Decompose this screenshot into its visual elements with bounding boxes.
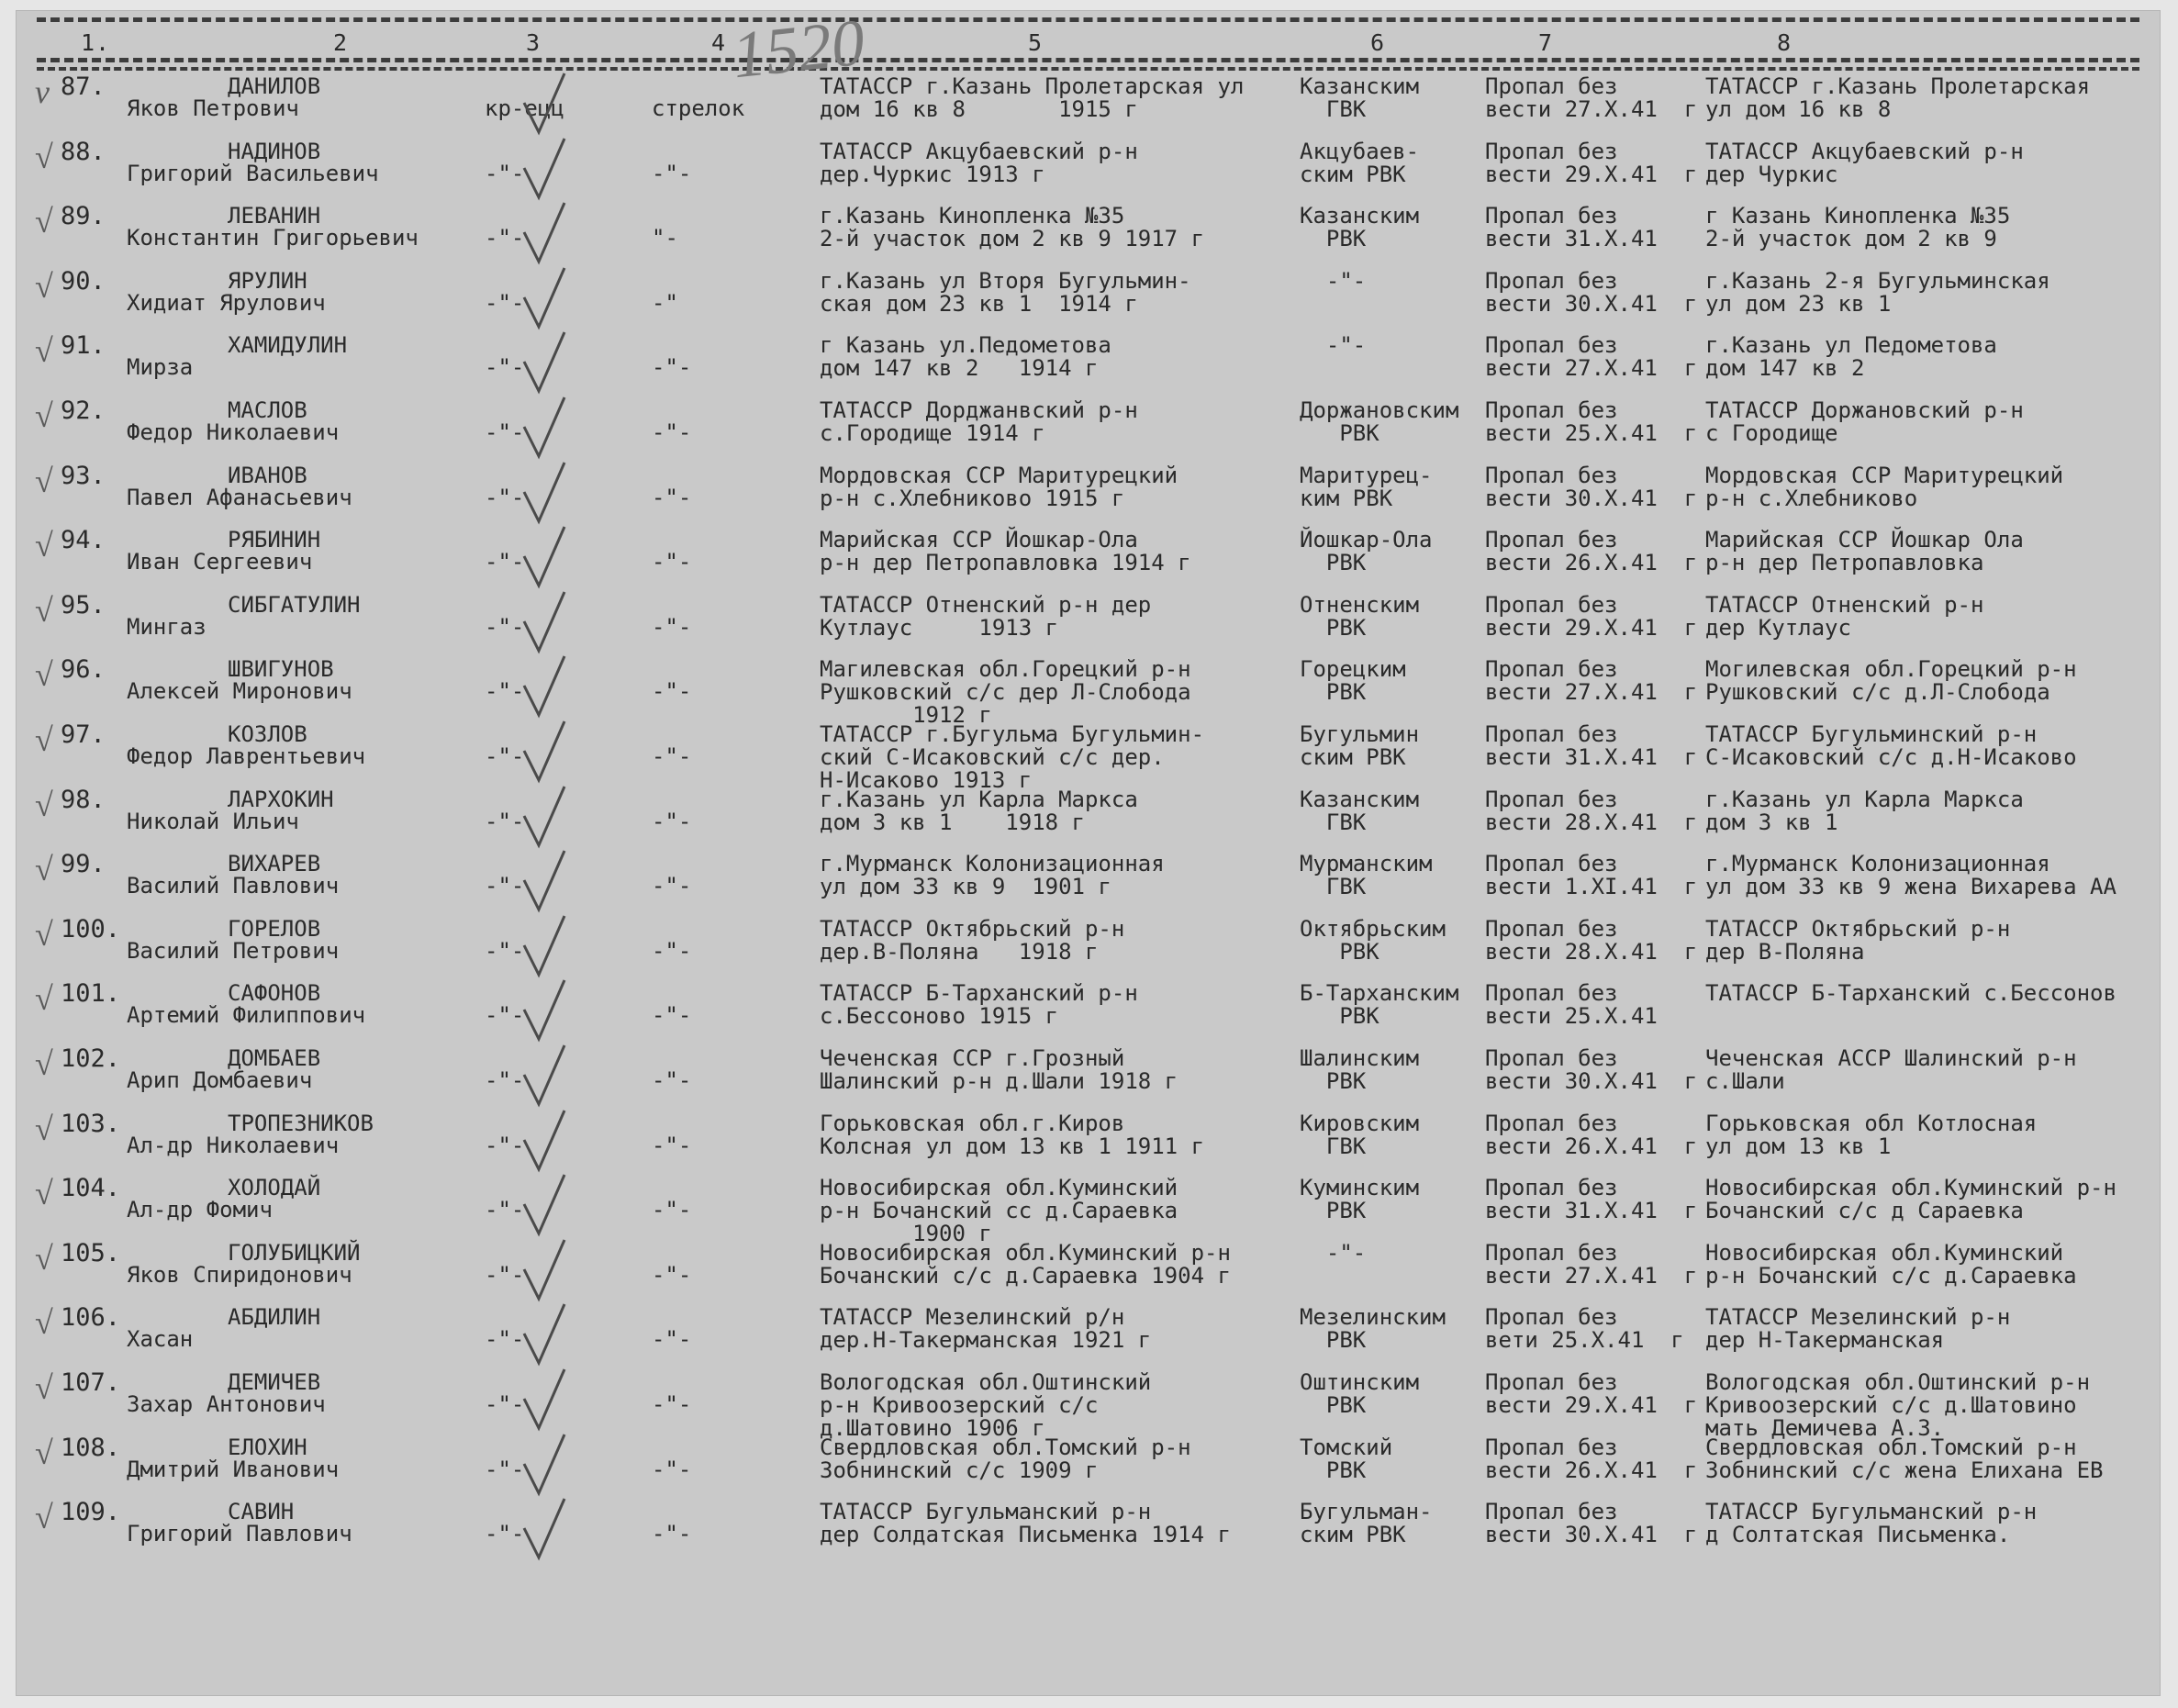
rank: -"- (485, 419, 525, 445)
surname: САВИН (228, 1499, 295, 1525)
draft-office: Бугульман- ским РВК (1300, 1499, 1433, 1548)
given-name: Федор Николаевич (127, 419, 340, 445)
row-number: 93. (61, 461, 106, 490)
row-number: 101. (61, 979, 121, 1009)
table-row (17, 914, 2160, 982)
surname: АБДИЛИН (228, 1304, 321, 1331)
table-row (17, 461, 2160, 529)
handwritten-check-icon (517, 1103, 572, 1177)
draft-office: Казанским ГВК (1300, 73, 1420, 122)
fate-status: Пропал без вести 29.X.41 г (1485, 591, 1698, 641)
check-mark: √ (35, 915, 53, 953)
draft-office: -"- (1300, 1239, 1367, 1266)
birth-place-year: Новосибирская обл.Куминский р-н Бочанский сс д.Сараевка 1900 г (820, 1175, 1178, 1247)
check-mark: √ (35, 203, 53, 240)
rank: -"- (485, 1067, 525, 1093)
handwritten-check-icon (517, 843, 572, 917)
draft-office: Отненским РВК (1300, 591, 1420, 641)
table-row (17, 979, 2160, 1046)
surname: ВИХАРЕВ (228, 851, 321, 877)
rank: -"- (485, 1002, 525, 1029)
check-mark: √ (35, 527, 53, 564)
check-mark: √ (35, 1499, 53, 1536)
fate-status: Пропал без вести 25.X.41 (1485, 980, 1658, 1030)
surname: ХАМИДУЛИН (228, 332, 348, 359)
draft-office: Кировским ГВК (1300, 1110, 1420, 1159)
row-number: 94. (61, 526, 106, 555)
given-name: Мингаз (127, 613, 207, 640)
check-mark: √ (35, 656, 53, 694)
row-number: 89. (61, 202, 106, 231)
family-address: ТАТАССР Мезелинский р-н дер Н-Такерманская (1705, 1304, 2011, 1354)
fate-status: Пропал без вести 30.X.41 г (1485, 1045, 1698, 1094)
draft-office: -"- (1300, 267, 1367, 294)
row-number: 105. (61, 1238, 121, 1267)
birth-place-year: Чеченская ССР г.Грозный Шалинский р-н д.Шали 1918 г (820, 1045, 1178, 1094)
fate-status: Пропал без вести 27.X.41 г (1485, 332, 1698, 382)
handwritten-check-icon (517, 714, 572, 787)
family-address: ТАТАССР Доржановский р-н с Городище (1705, 397, 2024, 446)
rank: -"- (485, 1456, 525, 1482)
birth-place-year: Магилевская обл.Горецкий р-н Рушковский с/с дер Л-Слобода 1912 г (820, 656, 1191, 729)
given-name: Дмитрий Иванович (127, 1456, 340, 1482)
birth-place-year: ТАТАССР Б-Тарханский р-н с.Бессоново 1915 г (820, 980, 1138, 1030)
check-mark: √ (35, 786, 53, 823)
position: -"- (652, 1456, 692, 1482)
check-mark: √ (35, 1110, 53, 1147)
check-mark: √ (35, 1434, 53, 1471)
rank: -"- (485, 808, 525, 834)
given-name: Павел Афанасьевич (127, 484, 352, 510)
fate-status: Пропал без вести 29.X.41 г (1485, 138, 1698, 187)
fate-status: Пропал без вести 28.X.41 г (1485, 915, 1698, 965)
position: -"- (652, 354, 692, 381)
draft-office: Бугульмин ским РВК (1300, 721, 1420, 770)
row-number: 96. (61, 655, 106, 685)
family-address: Горьковская обл Котлосная ул дом 13 кв 1 (1705, 1110, 2038, 1159)
surname: ДЕМИЧЕВ (228, 1369, 321, 1395)
check-mark: √ (35, 397, 53, 434)
given-name: Ал-др Фомич (127, 1197, 273, 1223)
check-mark: √ (35, 1304, 53, 1342)
draft-office: Оштинским РВК (1300, 1369, 1420, 1418)
column-number-4: 4 (711, 29, 727, 56)
column-number-5: 5 (1028, 29, 1044, 56)
check-mark: v (35, 73, 50, 110)
row-number: 87. (61, 73, 106, 101)
family-address: ТАТАССР Бугульманский р-н д Солтатская Письменка. (1705, 1499, 2038, 1548)
surname: ДАНИЛОВ (228, 73, 321, 99)
birth-place-year: г.Казань ул Карла Маркса дом 3 кв 1 1918 г (820, 786, 1138, 835)
birth-place-year: ТАТАССР Октябрьский р-н дер.В-Поляна 1918 г (820, 915, 1125, 965)
table-row (17, 396, 2160, 463)
given-name: Захар Антонович (127, 1391, 326, 1417)
family-address: ТАТАССР Акцубаевский р-н дер Чуркис (1705, 138, 2024, 187)
rank: -"- (485, 873, 525, 899)
given-name: Яков Спиридонович (127, 1261, 352, 1288)
position: -"- (652, 419, 692, 445)
table-row (17, 720, 2160, 793)
rank: -"- (485, 1197, 525, 1223)
rank: -"- (485, 1326, 525, 1353)
check-mark: √ (35, 721, 53, 758)
fate-status: Пропал без вести 25.X.41 г (1485, 397, 1698, 446)
draft-office: Доржановским РВК (1300, 397, 1459, 446)
table-row (17, 75, 2160, 140)
row-number: 108. (61, 1433, 121, 1462)
row-number: 90. (61, 266, 106, 296)
given-name: Григорий Васильевич (127, 160, 379, 186)
handwritten-check-icon (517, 519, 572, 593)
row-number: 104. (61, 1174, 121, 1203)
position: -"- (652, 613, 692, 640)
given-name: Артемий Филиппович (127, 1002, 366, 1029)
handwritten-check-icon (517, 649, 572, 722)
surname: ДОМБАЕВ (228, 1045, 321, 1071)
given-name: Алексей Миронович (127, 678, 352, 705)
family-address: Свердловская обл.Томский р-н Зобнинский с/с жена Елихана ЕВ (1705, 1434, 2104, 1483)
handwritten-check-icon (517, 1038, 572, 1111)
draft-office: Йошкар-Ола РВК (1300, 527, 1433, 576)
position: -"- (652, 1067, 692, 1093)
table-row (17, 1433, 2160, 1501)
birth-place-year: ТАТАССР Отненский р-н дер Кутлаус 1913 г (820, 591, 1152, 641)
family-address: Марийская ССР Йошкар Ола р-н дер Петропавловка (1705, 527, 2024, 576)
surname: МАСЛОВ (228, 397, 307, 423)
row-number: 100. (61, 914, 121, 943)
handwritten-check-icon (517, 325, 572, 398)
rank: -"- (485, 1261, 525, 1288)
header-rule-lower (37, 67, 2139, 71)
table-row (17, 526, 2160, 593)
fate-status: Пропал без вести 28.X.41 г (1485, 786, 1698, 835)
document-sheet (17, 5, 2160, 1695)
family-address: Могилевская обл.Горецкий р-н Рушковский с/с д.Л-Слобода (1705, 656, 2077, 706)
given-name: Николай Ильич (127, 808, 299, 834)
birth-place-year: Новосибирская обл.Куминский р-н Бочанский с/с д.Сараевка 1904 г (820, 1239, 1231, 1289)
draft-office: Акцубаев- ским РВК (1300, 138, 1420, 187)
given-name: Арип Домбаевич (127, 1067, 313, 1093)
row-number: 97. (61, 720, 106, 749)
birth-place-year: ТАТАССР г.Бугульма Бугульмин- ский С-Исаковский с/с дер. Н-Исаково 1913 г (820, 721, 1205, 793)
family-address: ТАТАССР Б-Тарханский с.Бессонов (1705, 980, 2117, 1007)
fate-status: Пропал без вести 30.X.41 г (1485, 462, 1698, 511)
given-name: Григорий Павлович (127, 1521, 352, 1547)
surname: ИВАНОВ (228, 462, 307, 488)
birth-place-year: г.Мурманск Колонизационная ул дом 33 кв 9 1901 г (820, 851, 1165, 900)
check-mark: √ (35, 980, 53, 1018)
rank: -"- (485, 225, 525, 251)
row-number: 98. (61, 785, 106, 814)
handwritten-check-icon (517, 1233, 572, 1306)
position: -"- (652, 1326, 692, 1353)
surname: ЯРУЛИН (228, 267, 307, 294)
fate-status: Пропал без вети 25.X.41 г (1485, 1304, 1684, 1354)
given-name: Константин Григорьевич (127, 225, 419, 251)
draft-office: Казанским ГВК (1300, 786, 1420, 835)
check-mark: √ (35, 1045, 53, 1082)
handwritten-check-icon (517, 131, 572, 205)
given-name: Василий Петрович (127, 937, 340, 964)
rank: -"- (485, 484, 525, 510)
rank: -"- (485, 743, 525, 769)
family-address: г Казань Кинопленка №35 2-й участок дом 2 кв 9 (1705, 203, 2011, 252)
surname: ЕЛОХИН (228, 1434, 307, 1460)
family-address: ТАТАССР Бугульминский р-н С-Исаковский с/с д.Н-Исаково (1705, 721, 2077, 770)
family-address: г.Мурманск Колонизационная ул дом 33 кв 9 жена Вихарева АА (1705, 851, 2117, 900)
rank: -"- (485, 289, 525, 316)
birth-place-year: ТАТАССР Бугульманский р-н дер Солдатская Письменка 1914 г (820, 1499, 1231, 1548)
position: -"- (652, 743, 692, 769)
top-rule (37, 17, 2139, 22)
handwritten-check-icon (517, 1491, 572, 1565)
surname: ЛЕВАНИН (228, 203, 321, 229)
handwritten-page-number: 1520 (729, 5, 868, 93)
handwritten-check-icon (517, 973, 572, 1046)
given-name: Василий Павлович (127, 873, 340, 899)
position: -"- (652, 1521, 692, 1547)
table-row (17, 785, 2160, 853)
family-address: г.Казань ул Педометова дом 147 кв 2 (1705, 332, 1997, 382)
table-row (17, 1498, 2160, 1565)
column-number-1: 1. (81, 29, 111, 56)
birth-place-year: Мордовская ССР Маритурецкий р-н с.Хлебниково 1915 г (820, 462, 1178, 511)
family-address: ТАТАССР Октябрьский р-н дер В-Поляна (1705, 915, 2011, 965)
position: -"- (652, 873, 692, 899)
position: -"- (652, 1132, 692, 1158)
fate-status: Пропал без вести 31.X.41 г (1485, 721, 1698, 770)
check-mark: √ (35, 138, 53, 175)
table-row (17, 655, 2160, 729)
column-number-2: 2 (333, 29, 349, 56)
check-mark: √ (35, 462, 53, 499)
surname: ТРОПЕЗНИКОВ (228, 1110, 374, 1136)
rank: -"- (485, 613, 525, 640)
family-address: ТАТАССР Отненский р-н дер Кутлаус (1705, 591, 1984, 641)
birth-place-year: Вологодская обл.Оштинский р-н Кривоозерский с/с д.Шатовино 1906 г (820, 1369, 1152, 1441)
handwritten-check-icon (517, 455, 572, 529)
birth-place-year: Марийская ССР Йошкар-Ола р-н дер Петропавловка 1914 г (820, 527, 1191, 576)
fate-status: Пропал без вести 30.X.41 г (1485, 1499, 1698, 1548)
birth-place-year: г.Казань ул Вторя Бугульмин- ская дом 23 кв 1 1914 г (820, 267, 1191, 317)
table-row (17, 331, 2160, 398)
family-address: г.Казань 2-я Бугульминская ул дом 23 кв 1 (1705, 267, 2050, 317)
given-name: Яков Петрович (127, 95, 299, 121)
handwritten-check-icon (517, 909, 572, 982)
row-number: 95. (61, 590, 106, 620)
family-address: Новосибирская обл.Куминский р-н Бочанский с/с д.Сараевка (1705, 1239, 2077, 1289)
birth-place-year: Свердловская обл.Томский р-н Зобнинский с/с 1909 г (820, 1434, 1191, 1483)
birth-place-year: г.Казань Кинопленка №35 2-й участок дом 2 кв 9 1917 г (820, 203, 1205, 252)
draft-office: Горецким РВК (1300, 656, 1406, 706)
handwritten-check-icon (517, 1167, 572, 1241)
family-address: Новосибирская обл.Куминский р-н Бочанский с/с д Сараевка (1705, 1175, 2117, 1224)
position: -"- (652, 484, 692, 510)
rank: -"- (485, 937, 525, 964)
check-mark: √ (35, 851, 53, 888)
row-number: 106. (61, 1303, 121, 1333)
fate-status: Пропал без вести 27.X.41 г (1485, 73, 1698, 122)
surname: ГОРЕЛОВ (228, 915, 321, 942)
rank: -"- (485, 354, 525, 381)
given-name: Федор Лаврентьевич (127, 743, 366, 769)
table-row (17, 850, 2160, 917)
position: -" (652, 289, 678, 316)
rank: -"- (485, 549, 525, 575)
handwritten-check-icon (517, 1297, 572, 1370)
draft-office: Маритурец- ким РВК (1300, 462, 1433, 511)
given-name: Ал-др Николаевич (127, 1132, 340, 1158)
rank: -"- (485, 1132, 525, 1158)
surname: РЯБИНИН (228, 527, 321, 553)
handwritten-check-icon (517, 1362, 572, 1435)
surname: САФОНОВ (228, 980, 321, 1007)
check-mark: √ (35, 1369, 53, 1406)
position: -"- (652, 1197, 692, 1223)
birth-place-year: Горьковская обл.г.Киров Колсная ул дом 13 кв 1 1911 г (820, 1110, 1205, 1159)
header-rule (37, 58, 2139, 62)
column-number-7: 7 (1538, 29, 1554, 56)
table-row (17, 1174, 2160, 1247)
fate-status: Пропал без вести 27.X.41 г (1485, 656, 1698, 706)
table-row (17, 1044, 2160, 1111)
fate-status: Пропал без вести 30.X.41 г (1485, 267, 1698, 317)
draft-office: Мурманским ГВК (1300, 851, 1433, 900)
given-name: Иван Сергеевич (127, 549, 313, 575)
table-row (17, 1238, 2160, 1306)
rank: -"- (485, 678, 525, 705)
handwritten-check-icon (517, 195, 572, 269)
check-mark: √ (35, 1239, 53, 1277)
rank: кр-ецц (485, 95, 564, 121)
given-name: Мирза (127, 354, 194, 381)
draft-office: Октябрьским РВК (1300, 915, 1446, 965)
given-name: Хидиат Ярулович (127, 289, 326, 316)
family-address: Чеченская АССР Шалинский р-н с.Шали (1705, 1045, 2077, 1094)
fate-status: Пропал без вести 27.X.41 г (1485, 1239, 1698, 1289)
draft-office: Мезелинским РВК (1300, 1304, 1446, 1354)
position: -"- (652, 808, 692, 834)
row-number: 99. (61, 850, 106, 879)
handwritten-check-icon (517, 779, 572, 853)
fate-status: Пропал без вести 31.X.41 г (1485, 1175, 1698, 1224)
surname: НАДИНОВ (228, 138, 321, 164)
rank: -"- (485, 1391, 525, 1417)
row-number: 103. (61, 1109, 121, 1138)
rank: -"- (485, 1521, 525, 1547)
fate-status: Пропал без вести 26.X.41 г (1485, 527, 1698, 576)
position: -"- (652, 937, 692, 964)
row-number: 102. (61, 1044, 121, 1073)
row-number: 107. (61, 1368, 121, 1397)
handwritten-check-icon (517, 66, 572, 140)
column-number-8: 8 (1777, 29, 1793, 56)
column-number-6: 6 (1370, 29, 1386, 56)
position: -"- (652, 1002, 692, 1029)
table-row (17, 137, 2160, 205)
handwritten-check-icon (517, 1427, 572, 1501)
position: -"- (652, 1391, 692, 1417)
surname: ГОЛУБИЦКИЙ (228, 1239, 361, 1266)
family-address: ТАТАССР г.Казань Пролетарская ул дом 16 кв 8 (1705, 73, 2091, 122)
birth-place-year: г Казань ул.Педометова дом 147 кв 2 1914 г (820, 332, 1111, 382)
surname: ЛАРХОКИН (228, 786, 334, 812)
family-address: Мордовская ССР Маритурецкий р-н с.Хлебниково (1705, 462, 2064, 511)
fate-status: Пропал без вести 26.X.41 г (1485, 1434, 1698, 1483)
rank: -"- (485, 160, 525, 186)
position: -"- (652, 160, 692, 186)
table-row (17, 266, 2160, 334)
check-mark: √ (35, 332, 53, 370)
draft-office: -"- (1300, 332, 1367, 359)
position: "- (652, 225, 678, 251)
row-number: 88. (61, 137, 106, 166)
draft-office: Казанским РВК (1300, 203, 1420, 252)
surname: КОЗЛОВ (228, 721, 307, 747)
surname: СИБГАТУЛИН (228, 591, 361, 618)
draft-office: Шалинским РВК (1300, 1045, 1420, 1094)
handwritten-check-icon (517, 585, 572, 658)
check-mark: √ (35, 1175, 53, 1212)
draft-office: Томский РВК (1300, 1434, 1393, 1483)
family-address: Вологодская обл.Оштинский р-н Кривоозерский с/с д.Шатовино мать Демичева А.З. (1705, 1369, 2091, 1441)
table-row (17, 202, 2160, 269)
birth-place-year: ТАТАССР г.Казань Пролетарская ул дом 16 кв 8 1915 г (820, 73, 1245, 122)
draft-office: Б-Тарханским РВК (1300, 980, 1459, 1030)
table-row (17, 1109, 2160, 1177)
fate-status: Пропал без вести 31.X.41 (1485, 203, 1658, 252)
family-address: г.Казань ул Карла Маркса дом 3 кв 1 (1705, 786, 2024, 835)
surname: ХОЛОДАЙ (228, 1175, 321, 1201)
row-number: 91. (61, 331, 106, 361)
table-row (17, 1368, 2160, 1441)
surname: ШВИГУНОВ (228, 656, 334, 683)
birth-place-year: ТАТАССР Акцубаевский р-н дер.Чуркис 1913 г (820, 138, 1138, 187)
draft-office: Куминским РВК (1300, 1175, 1420, 1224)
position: стрелок (652, 95, 745, 121)
table-row (17, 1303, 2160, 1370)
row-number: 92. (61, 396, 106, 425)
birth-place-year: ТАТАССР Дорджанвский р-н с.Городище 1914 г (820, 397, 1138, 446)
fate-status: Пропал без вести 1.XI.41 г (1485, 851, 1698, 900)
given-name: Хасан (127, 1326, 194, 1353)
handwritten-check-icon (517, 261, 572, 334)
fate-status: Пропал без вести 26.X.41 г (1485, 1110, 1698, 1159)
position: -"- (652, 1261, 692, 1288)
check-mark: √ (35, 591, 53, 629)
position: -"- (652, 549, 692, 575)
column-number-3: 3 (526, 29, 542, 56)
fate-status: Пропал без вести 29.X.41 г (1485, 1369, 1698, 1418)
handwritten-check-icon (517, 390, 572, 463)
row-number: 109. (61, 1498, 121, 1527)
birth-place-year: ТАТАССР Мезелинский р/н дер.Н-Такерманская 1921 г (820, 1304, 1152, 1354)
position: -"- (652, 678, 692, 705)
table-row (17, 590, 2160, 658)
check-mark: √ (35, 267, 53, 305)
